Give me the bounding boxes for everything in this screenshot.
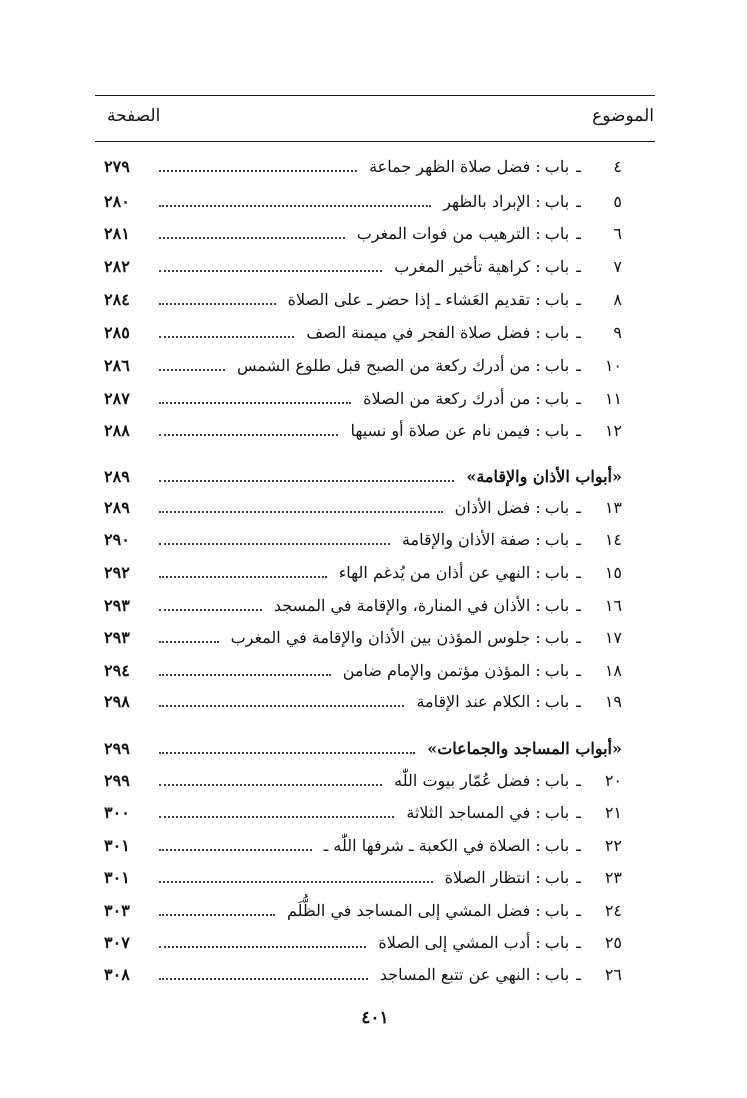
bab-colon: : [530,530,541,549]
entry-dash: ـ [571,530,586,549]
bab-label: باب [544,965,570,984]
toc-row [104,285,622,315]
leader-dots [159,609,262,611]
entry-text [274,591,622,621]
bab-colon: : [530,661,541,680]
leader-dots [159,881,433,883]
entry-number: ٧ [613,257,622,276]
entry-number: ٢٣ [604,868,622,887]
toc-row [104,318,622,348]
entry-text [306,318,622,348]
toc-row [104,687,622,717]
entry-title: الصلاة في الكعبة ـ شرفها اللّٰه ـ [323,836,531,855]
bab-label: باب [544,901,570,920]
toc-row [104,798,622,828]
bab-colon: : [530,836,541,855]
entry-dash: ـ [571,563,586,582]
entry-title: صفة الأذان والإقامة [401,530,531,549]
entry-title: فيمن نام عن صلاة أو نسيها [350,421,531,440]
section-heading-row [104,734,622,764]
bab-colon: : [530,224,541,243]
entry-number: ٢٤ [604,901,622,920]
entry-dash: ـ [571,965,586,984]
entry-title: من أدرك ركعة من الصلاة [363,389,531,408]
leader-dots [159,237,345,239]
bab-label: باب [544,661,570,680]
entry-dash: ـ [571,933,586,952]
entry-dash: ـ [571,290,586,309]
leader-dots [159,946,366,948]
entry-title: تقديم العَشاء ـ إذا حضر ـ على الصلاة [287,290,531,309]
entry-text [402,525,622,555]
toc-row [104,351,622,381]
leader-dots [159,752,415,754]
toc-row [104,252,622,282]
page-ref: ٢٨٥ [104,323,130,342]
entry-text [394,766,622,796]
leader-dots [159,705,404,707]
entry-title: أدب المشي إلى الصلاة [378,933,531,952]
entry-number: ٨ [613,290,622,309]
entry-dash: ـ [571,771,586,790]
entry-dash: ـ [571,498,586,517]
leader-dots [159,402,351,404]
entry-dash: ـ [571,901,586,920]
entry-number: ٥ [613,192,622,211]
bab-label: باب [544,498,570,517]
entry-text [394,252,622,282]
bab-colon: : [530,421,541,440]
entry-text [406,798,622,828]
entry-number: ١٣ [604,498,622,517]
page-ref: ٢٧٩ [104,157,130,176]
toc-row [104,591,622,621]
bab-label: باب [544,421,570,440]
entry-title: المؤذن مؤتمن والإمام ضامن [342,661,531,680]
bab-label: باب [544,257,570,276]
entry-dash: ـ [571,692,586,711]
bab-colon: : [530,356,541,375]
page-ref: ٢٨٧ [104,389,130,408]
page-ref: ٢٨٠ [104,192,130,211]
entry-dash: ـ [571,389,586,408]
entry-text [324,831,622,861]
bab-colon: : [530,692,541,711]
header-bottom-rule [95,141,655,142]
toc-row [104,416,622,446]
leader-dots [159,674,331,676]
toc-row [104,187,622,217]
entry-number: ٢٦ [604,965,622,984]
page-ref: ٣٠٧ [104,933,130,952]
leader-dots [159,480,454,482]
page-ref: ٣٠٠ [104,803,130,822]
page-ref: ٢٩٩ [104,739,130,758]
leader-dots [159,914,275,916]
entry-text [445,863,622,893]
entry-dash: ـ [571,323,586,342]
entry-dash: ـ [571,596,586,615]
entry-number: ٢٠ [604,771,622,790]
entry-text [378,928,622,958]
toc-row [104,656,622,686]
entry-number: ٦ [613,224,622,243]
bab-label: باب [544,530,570,549]
entry-text [363,384,622,414]
entry-text [380,960,622,990]
page-ref: ٣٠٨ [104,965,130,984]
entry-title: فضل الأذان [454,498,531,517]
entry-title: في المساجد الثلاثة [406,803,531,822]
toc-row [104,896,622,926]
bab-colon: : [530,257,541,276]
entry-title: كراهية تأخير المغرب [394,257,531,276]
leader-dots [159,849,312,851]
section-title: «أبواب المساجد والجماعات» [427,739,622,758]
toc-row [104,928,622,958]
toc-row [104,558,622,588]
bab-label: باب [544,290,570,309]
page-ref: ٢٨٦ [104,356,130,375]
entry-title: الإبراد بالظهر [443,192,531,211]
bab-colon: : [530,771,541,790]
bab-label: باب [544,836,570,855]
bab-label: باب [544,563,570,582]
bab-colon: : [530,290,541,309]
toc-row [104,219,622,249]
bab-label: باب [544,323,570,342]
entry-title: من أدرك ركعة من الصبح قبل طلوع الشمس [237,356,531,375]
entry-dash: ـ [571,803,586,822]
entry-title: الأذان في المنارة، والإقامة في المسجد [273,596,531,615]
page-ref: ٢٩٣ [104,596,130,615]
bab-label: باب [544,628,570,647]
leader-dots [159,978,368,980]
entry-text [357,219,622,249]
entry-title: النهي عن تتبع المساجد [379,965,531,984]
page-ref: ٢٨٩ [104,498,130,517]
entry-title: فضل صلاة الظهر جماعة [369,157,531,176]
leader-dots [159,543,390,545]
column-header-page: الصفحة [107,106,161,126]
entry-dash: ـ [571,257,586,276]
entry-number: ١٥ [604,563,622,582]
page-ref: ٢٩٤ [104,661,130,680]
bab-label: باب [544,933,570,952]
entry-dash: ـ [571,868,586,887]
entry-title: الكلام عند الإقامة [416,692,531,711]
leader-dots [159,205,431,207]
page-ref: ٣٠٣ [104,901,130,920]
bab-colon: : [530,323,541,342]
leader-dots [159,641,219,643]
entry-number: ١٢ [604,421,622,440]
entry-text [339,558,622,588]
page-ref: ٢٩٣ [104,628,130,647]
entry-dash: ـ [571,192,586,211]
bab-label: باب [544,356,570,375]
bab-colon: : [530,498,541,517]
bab-colon: : [530,563,541,582]
entry-number: ٤ [613,157,622,176]
entry-dash: ـ [571,356,586,375]
leader-dots [159,816,394,818]
header-top-rule [95,95,655,96]
entry-number: ١٦ [604,596,622,615]
leader-dots [159,170,357,172]
entry-number: ١٩ [604,692,622,711]
bab-colon: : [530,628,541,647]
toc-row [104,766,622,796]
entry-number: ١٧ [604,628,622,647]
bab-colon: : [530,933,541,952]
bab-colon: : [530,389,541,408]
entry-text [350,416,622,446]
leader-dots [159,576,327,578]
column-header-topic: الموضوع [592,106,654,126]
bab-label: باب [544,157,570,176]
entry-number: ٢٥ [604,933,622,952]
section-heading-row [104,462,622,492]
toc-row [104,152,622,182]
entry-dash: ـ [571,421,586,440]
bab-label: باب [544,224,570,243]
entry-dash: ـ [571,157,586,176]
entry-text [455,493,622,523]
bab-colon: : [530,157,541,176]
page-ref: ٢٨٩ [104,467,130,486]
bab-colon: : [530,868,541,887]
bab-label: باب [544,596,570,615]
page-number: ٤٠١ [361,1008,389,1028]
leader-dots [159,369,225,371]
entry-text [443,187,622,217]
toc-row [104,493,622,523]
leader-dots [159,434,338,436]
entry-number: ٢٢ [604,836,622,855]
entry-dash: ـ [571,661,586,680]
entry-text [343,656,622,686]
bab-label: باب [544,771,570,790]
entry-dash: ـ [571,224,586,243]
entry-title: فضل عُمّار بيوت اللّٰه [394,771,531,790]
section-title: «أبواب الأذان والإقامة» [466,467,622,486]
toc-row [104,863,622,893]
entry-title: النهي عن أذان من يُدغم الهاء [338,563,531,582]
entry-number: ١٤ [604,530,622,549]
page-ref: ٢٩٢ [104,563,130,582]
entry-text [369,152,622,182]
entry-dash: ـ [571,836,586,855]
entry-title: انتظار الصلاة [444,868,531,887]
entry-title: فضل المشي إلى المساجد في الظُّلَم [286,901,531,920]
toc-row [104,384,622,414]
page-ref: ٣٠١ [104,868,130,887]
bab-label: باب [544,192,570,211]
toc-row [104,525,622,555]
toc-row [104,623,622,653]
entry-text [287,896,622,926]
page-ref: ٢٩٩ [104,771,130,790]
entry-text [288,285,622,315]
page-ref: ٢٨٨ [104,421,130,440]
bab-label: باب [544,389,570,408]
entry-number: ١٨ [604,661,622,680]
page-ref: ٢٨٤ [104,290,130,309]
entry-number: ١١ [604,389,622,408]
leader-dots [159,336,294,338]
entry-title: فضل صلاة الفجر في ميمنة الصف [306,323,531,342]
entry-title: جلوس المؤذن بين الأذان والإقامة في المغرب [230,628,531,647]
leader-dots [159,511,443,513]
entry-text [231,623,622,653]
bab-label: باب [544,803,570,822]
leader-dots [159,303,276,305]
page-ref: ٢٩٨ [104,692,130,711]
bab-colon: : [530,192,541,211]
bab-colon: : [530,803,541,822]
page-ref: ٢٨٢ [104,257,130,276]
page-ref: ٢٨١ [104,224,130,243]
page-ref: ٣٠١ [104,836,130,855]
leader-dots [159,270,382,272]
leader-dots [159,784,382,786]
entry-title: الترهيب من فوات المغرب [356,224,531,243]
toc-row [104,960,622,990]
bab-colon: : [530,901,541,920]
entry-text [416,687,622,717]
bab-colon: : [530,965,541,984]
entry-number: ١٠ [604,356,622,375]
page-ref: ٢٩٠ [104,530,130,549]
bab-colon: : [530,596,541,615]
toc-row [104,831,622,861]
bab-label: باب [544,692,570,711]
entry-number: ٩ [613,323,622,342]
entry-text [237,351,622,381]
entry-dash: ـ [571,628,586,647]
entry-number: ٢١ [604,803,622,822]
bab-label: باب [544,868,570,887]
